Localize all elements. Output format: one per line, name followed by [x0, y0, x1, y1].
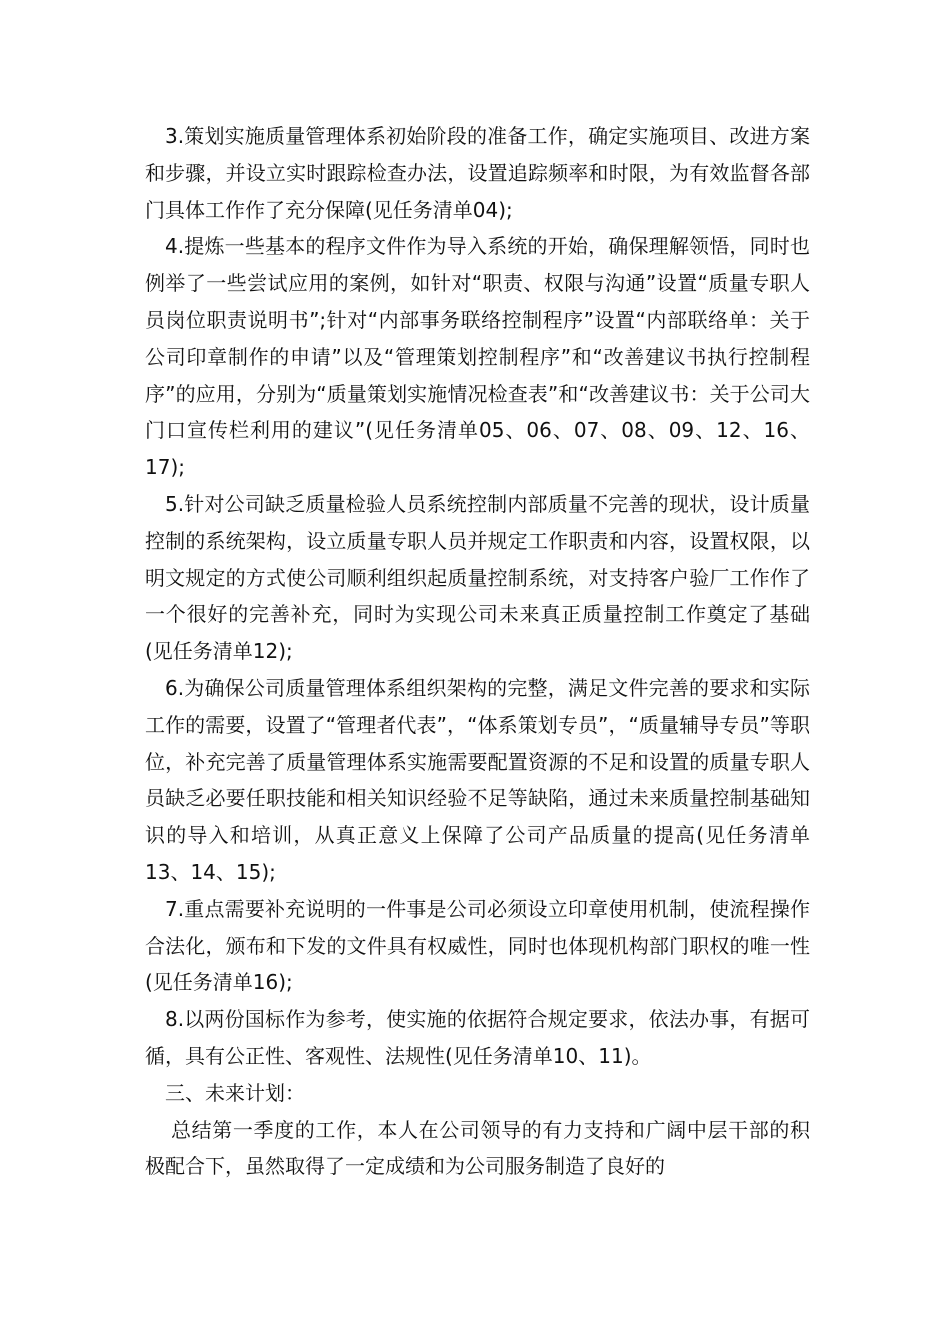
summary-paragraph: 总结第一季度的工作，本人在公司领导的有力支持和广阔中层干部的积极配合下，虽然取得了一定成绩和为公司服务制造了良好的 [145, 1117, 810, 1179]
paragraph-item-7: 7.重点需要补充说明的一件事是公司必须设立印章使用机制，使流程操作合法化，颁布和下发的文件具有权威性，同时也体现机构部门职权的唯一性(见任务清单16); [145, 896, 810, 995]
paragraph-item-8: 8.以两份国标作为参考，使实施的依据符合规定要求，依法办事，有据可循，具有公正性、客观性、法规性(见任务清单10、11)。 [145, 1007, 810, 1068]
paragraph-item-3: 3.策划实施质量管理体系初始阶段的准备工作，确定实施项目、改进方案和步骤，并设立实时跟踪检查办法，设置追踪频率和时限，为有效监督各部门具体工作作了充分保障(见任务清单04); [145, 124, 810, 222]
document-body [145, 118, 810, 1185]
paragraph-item-4: 4.提炼一些基本的程序文件作为导入系统的开始，确保理解领悟，同时也例举了一些尝试应用的案例，如针对“职责、权限与沟通”设置“质量专职人员岗位职责说明书”;针对“内部事务联络控制程序”设置“内部联络单：关于公司印章制作的申请”以及“管理策划控制程序”和“改善建议书执行控制程序”的应用，分别为“质量策划实施情况检查表”和“改善建议书：关于公司大门口宣传栏利用的建议”(见任务清单05、06、07、08、09、12、16、17); [145, 234, 810, 480]
section-heading-future-plan: 三、未来计划： [165, 1080, 305, 1105]
paragraph-item-6: 6.为确保公司质量管理体系组织架构的完整，满足文件完善的要求和实际工作的需要，设置了“管理者代表”，“体系策划专员”，“质量辅导专员”等职位，补充完善了质量管理体系实施需要配置资源的不足和设置的质量专职人员缺乏必要任职技能和相关知识经验不足等缺陷，通过未来质量控制基础知识的导入和培训，从真正意义上保障了公司产品质量的提高(见任务清单13、14、15); [145, 675, 810, 884]
paragraph-item-5: 5.针对公司缺乏质量检验人员系统控制内部质量不完善的现状，设计质量控制的系统架构，设立质量专职人员并规定工作职责和内容，设置权限，以明文规定的方式使公司顺利组织起质量控制系统，对支持客户验厂工作作了一个很好的完善补充，同时为实现公司未来真正质量控制工作奠定了基础(见任务清单12); [145, 491, 810, 664]
